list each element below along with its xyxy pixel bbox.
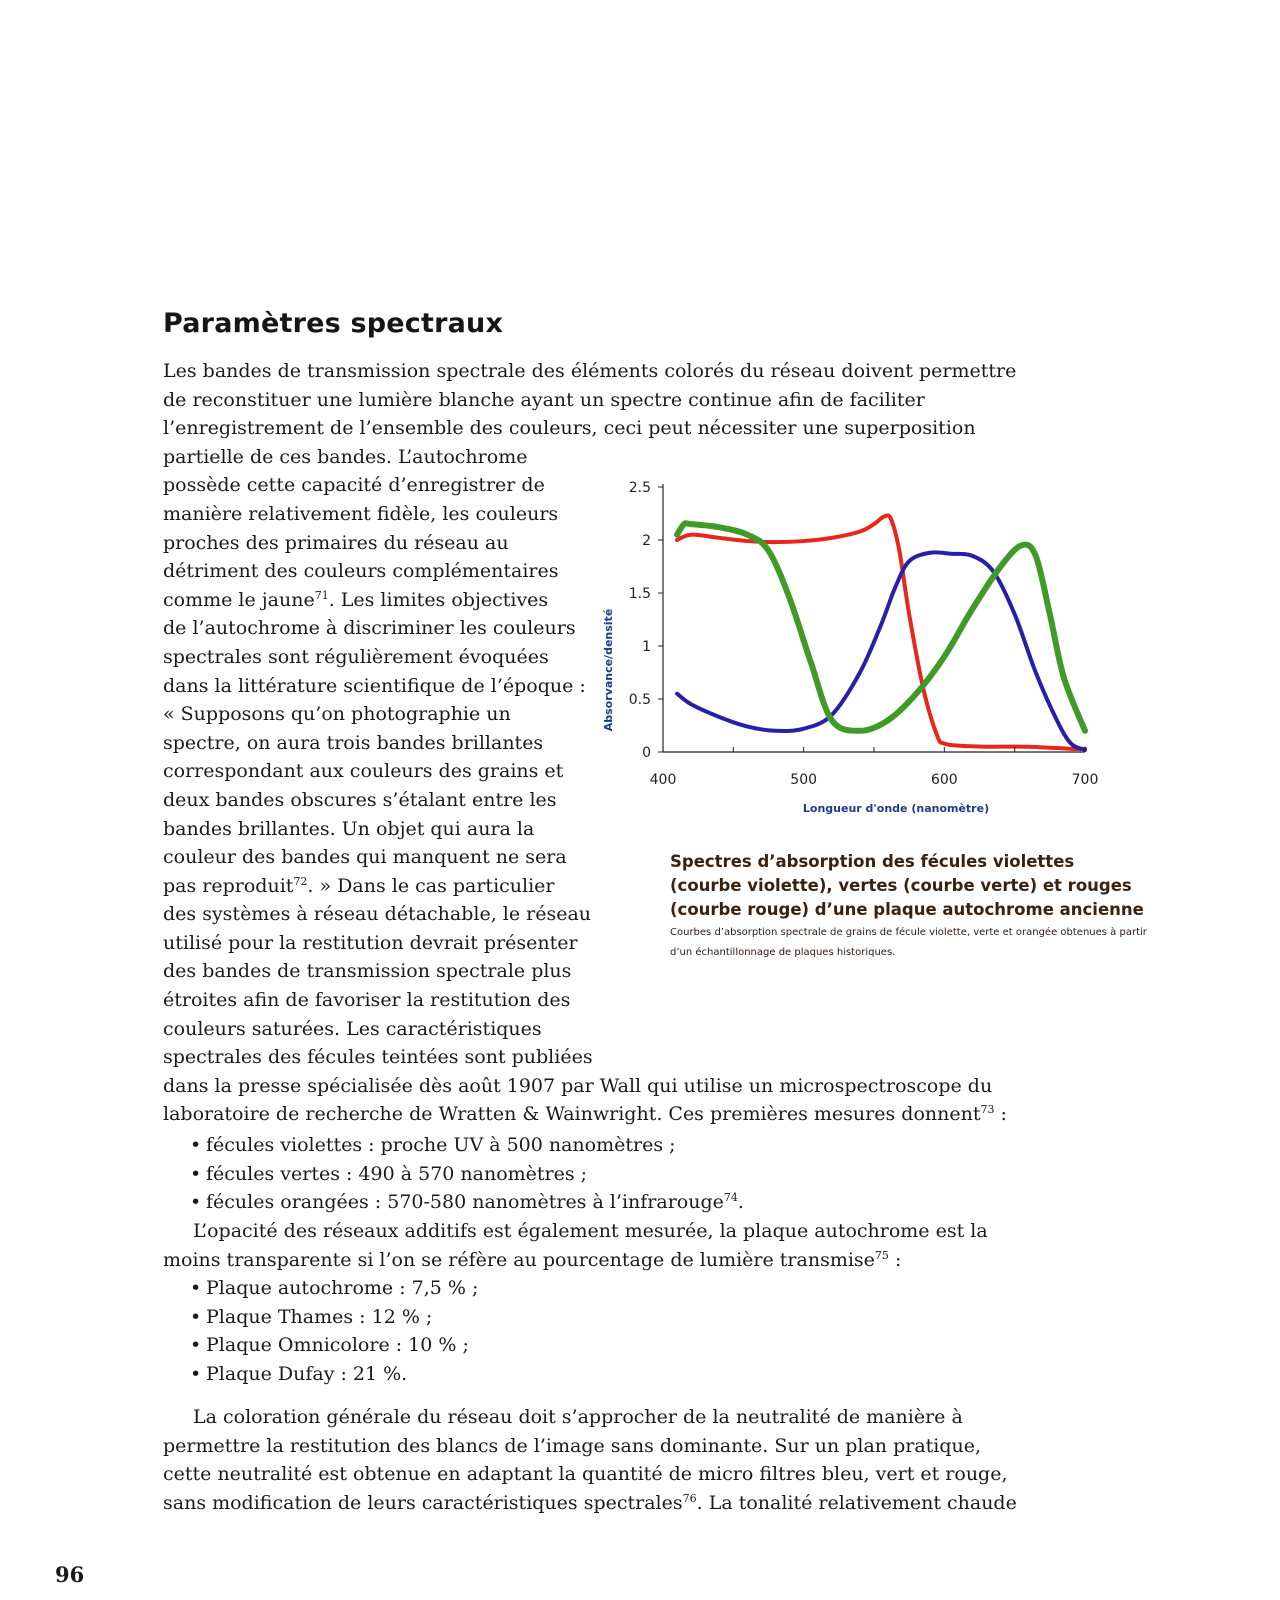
text-line: bandes brillantes. Un objet qui aura la: [163, 817, 535, 840]
list-item-text: Plaque autochrome : 7,5 % ;: [206, 1277, 479, 1299]
text-line: correspondant aux couleurs des grains et: [163, 760, 564, 783]
series-line-violette: [677, 552, 1085, 750]
figure-caption-title: Spectres d’absorption des fécules violettes (courbe violette), vertes (courbe verte) et rouges (courbe rouge) d’une plaque autochrome ancienne: [670, 852, 1144, 919]
text-fragment: sans modification de leurs caractéristiques spectrales: [163, 1491, 683, 1514]
series-line-rouge: [677, 515, 1085, 749]
y-tick-label: 1: [642, 639, 651, 655]
text-line: étroites afin de favoriser la restitution des: [163, 989, 571, 1012]
text-line: des systèmes à réseau détachable, le réseau: [163, 903, 592, 926]
list-item: [190, 1131, 744, 1160]
y-tick-label: 2.5: [628, 480, 651, 496]
text-line: cette neutralité est obtenue en adaptant la quantité de micro filtres bleu, vert et rouge,: [163, 1463, 1008, 1486]
list-item-text: .: [737, 1191, 744, 1214]
x-tick-label: 600: [930, 772, 958, 788]
text-fragment: moins transparente si l’on se réfère au pourcentage de lumière transmise: [163, 1248, 875, 1271]
text-line: spectrales sont régulièrement évoquées: [163, 645, 549, 668]
text-line: spectre, on aura trois bandes brillantes: [163, 731, 544, 754]
list-item-text: fécules orangées : 570-580 nanomètres à l’infrarouge: [206, 1191, 724, 1214]
list-item-text: Plaque Omnicolore : 10 % ;: [206, 1334, 469, 1357]
text-fragment: :: [888, 1248, 902, 1271]
opacity-list: [190, 1274, 478, 1388]
text-line: dans la presse spécialisée dès août 1907 par Wall qui utilise un microspectroscope du: [163, 1074, 993, 1097]
paragraph-2: [163, 1217, 988, 1274]
text-line: proches des primaires du réseau au: [163, 531, 509, 554]
figure-caption-subtitle: Courbes d’absorption spectrale de grains de fécule violette, verte et orangée obtenues à partir d’un échantillonnage de plaques historiques.: [670, 927, 1147, 958]
text-line: couleurs saturées. Les caractéristiques: [163, 1017, 542, 1040]
text-line: des bandes de transmission spectrale plus: [163, 960, 572, 983]
paragraph-3: [163, 1403, 1017, 1517]
text-line: dans la littérature scientifique de l’époque :: [163, 674, 586, 697]
text-fragment: :: [994, 1103, 1007, 1126]
text-line: Les bandes de transmission spectrale des éléments colorés du réseau doivent permettre: [163, 360, 1017, 382]
y-tick-label: 2: [642, 533, 651, 549]
text-fragment: . Les limites objectives: [328, 588, 549, 611]
text-line: deux bandes obscures s’étalant entre les: [163, 788, 557, 811]
text-line: couleur des bandes qui manquent ne sera: [163, 846, 567, 869]
footnote-ref: 74: [723, 1191, 738, 1205]
footnote-ref: 75: [874, 1248, 889, 1262]
footnote-ref: 72: [293, 874, 308, 888]
y-tick-label: 0.5: [628, 692, 651, 708]
list-item-text: Plaque Dufay : 21 %.: [206, 1362, 408, 1385]
section-heading: Paramètres spectraux: [163, 308, 504, 339]
text-line: « Supposons qu’on photographie un: [163, 703, 511, 726]
x-axis-title: Longueur d'onde (nanomètre): [802, 802, 990, 815]
list-item: [190, 1360, 478, 1389]
text-line: de l’autochrome à discriminer les couleurs: [163, 617, 576, 640]
y-tick-label: 1.5: [628, 586, 651, 602]
text-line: L’opacité des réseaux additifs est également mesurée, la plaque autochrome est la: [193, 1220, 988, 1242]
text-fragment: . » Dans le cas particulier: [307, 874, 555, 897]
text-line: [163, 1489, 1017, 1518]
starch-bands-list: [190, 1131, 744, 1217]
text-fragment: pas reproduit: [163, 874, 294, 897]
text-line: l’enregistrement de l’ensemble des couleurs, ceci peut nécessiter une superposition: [163, 417, 976, 440]
absorption-chart: [595, 470, 1155, 830]
text-fragment: laboratoire de recherche de Wratten & Wainwright. Ces premières mesures donnent: [163, 1103, 981, 1126]
text-line: de reconstituer une lumière blanche ayant un spectre continue afin de faciliter: [163, 388, 925, 411]
text-line: détriment des couleurs complémentaires: [163, 560, 559, 583]
footnote-ref: 73: [980, 1103, 995, 1117]
footnote-ref: 76: [682, 1491, 697, 1505]
x-tick-label: 400: [649, 772, 677, 788]
text-line: possède cette capacité d’enregistrer de: [163, 474, 545, 497]
page-number: 96: [55, 1562, 85, 1587]
list-item-text: fécules vertes : 490 à 570 nanomètres ;: [206, 1162, 588, 1185]
chart-curves: [677, 515, 1085, 750]
list-item: [190, 1188, 744, 1217]
list-item: [190, 1160, 744, 1189]
y-tick-label: 0: [642, 745, 651, 761]
text-line: utilisé pour la restitution devrait présenter: [163, 931, 578, 954]
list-item: [190, 1331, 478, 1360]
list-item-text: fécules violettes : proche UV à 500 nanomètres ;: [206, 1134, 676, 1156]
x-tick-label: 500: [790, 772, 818, 788]
text-fragment: comme le jaune: [163, 588, 315, 611]
text-line: permettre la restitution des blancs de l’image sans dominante. Sur un plan pratique,: [163, 1434, 982, 1457]
text-line: [163, 1100, 1016, 1129]
y-axis-title: Absorvance/densité: [602, 608, 615, 732]
text-line: partielle de ces bandes. L’autochrome: [163, 445, 528, 468]
text-line: manière relativement fidèle, les couleurs: [163, 502, 559, 525]
text-line: [163, 1246, 988, 1275]
x-tick-label: 700: [1071, 772, 1099, 788]
list-item: [190, 1274, 478, 1303]
footnote-ref: 71: [314, 588, 329, 602]
text-line: spectrales des fécules teintées sont publiées: [163, 1046, 593, 1069]
list-item-text: Plaque Thames : 12 % ;: [206, 1305, 433, 1328]
text-line: La coloration générale du réseau doit s’approcher de la neutralité de manière à: [193, 1406, 963, 1428]
absorption-spectra-figure: [595, 470, 1155, 975]
list-item: [190, 1303, 478, 1332]
text-fragment: . La tonalité relativement chaude: [696, 1491, 1017, 1514]
